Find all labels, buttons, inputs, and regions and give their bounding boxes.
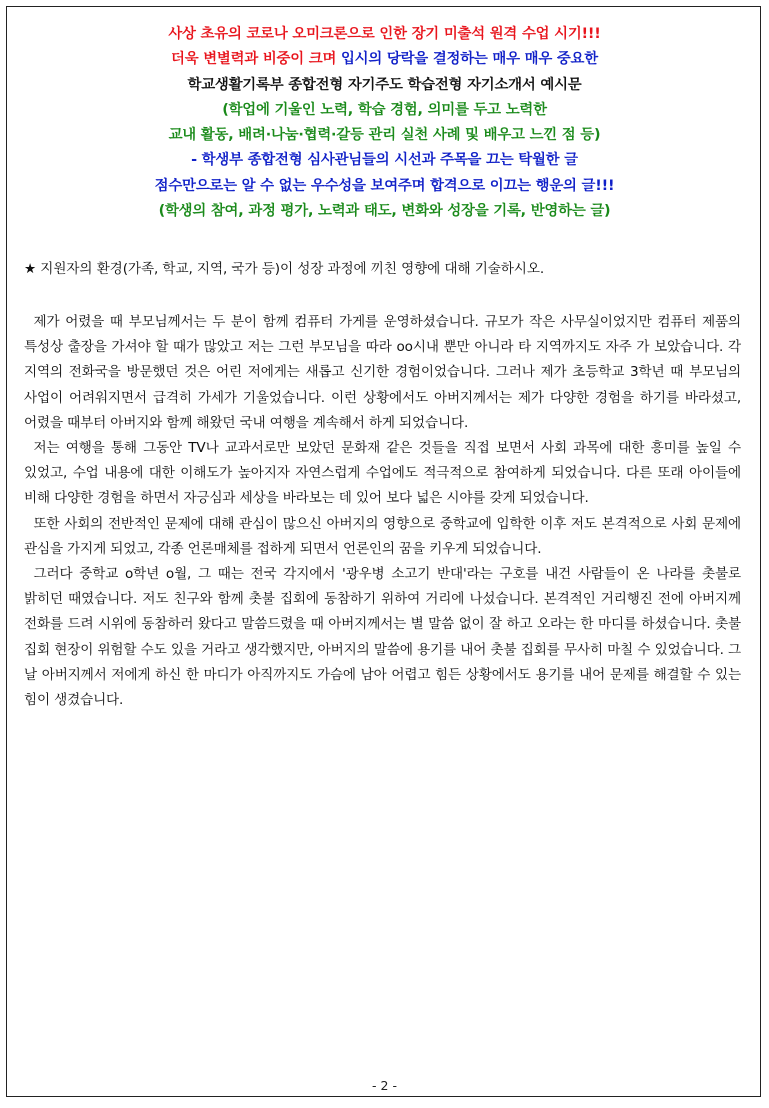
header-line-2 bbox=[0, 47, 769, 72]
essay-paragraph-4: 그러다 중학교 o학년 o월, 그 때는 전국 각지에서 '광우병 소고기 반대'라는 구호를 내건 사람들이 온 나라를 촛불로 밝히던 때였습니다. 저도 친구와 함께 촛불 집회에 동참하기 위하여 거리에 나섰습니다. 본격적인 거리행진 전에 아버지께 전화를 드려 시위에 동참하러 왔다고 말씀드렸을 때 아버지께서는 별 말씀 없이 잘 하고 오라는 한 마디를 하셨습니다. 촛불 집회 현장이 위험할 수도 있을 거라고 생각했지만, 아버지의 말씀에 용기를 내어 촛불 집회를 무사히 마칠 수 있었습니다. 그 날 아버지께서 저에게 하신 한 마디가 아직까지도 가슴에 남아 어렵고 힘든 상황에서도 용기를 내어 문제를 해결할 수 있는 힘이 생겼습니다. bbox=[24, 566, 741, 709]
header-line-3: 학교생활기록부 종합전형 자기주도 학습전형 자기소개서 예시문 bbox=[187, 76, 582, 93]
essay-question: ★ 지원자의 환경(가족, 학교, 지역, 국가 등)이 성장 과정에 끼친 영향에 대해 기술하시오. bbox=[24, 261, 545, 277]
essay-paragraph-2: 저는 여행을 통해 그동안 TV나 교과서로만 보았던 문화재 같은 것들을 직접 보면서 사회 과목에 대한 흥미를 높일 수 있었고, 수업 내용에 대한 이해도가 높아지자 자연스럽게 수업에도 적극적으로 참여하게 되었습니다. 다른 또래 아이들에 비해 다양한 경험을 하면서 자긍심과 세상을 바라보는 데 있어 보다 넓은 시야를 갖게 되었습니다. bbox=[24, 440, 741, 507]
header-line-8: (학생의 참여, 과정 평가, 노력과 태도, 변화와 성장을 기록, 반영하는 글) bbox=[158, 203, 611, 220]
header-line-6: - 학생부 종합전형 심사관님들의 시선과 주목을 끄는 탁월한 글 bbox=[191, 152, 578, 169]
essay-body bbox=[24, 310, 741, 713]
document-header bbox=[0, 22, 769, 224]
header-line-2-blue: 입시의 당락을 결정하는 매우 매우 중요한 bbox=[340, 51, 598, 68]
header-line-4: (학업에 기울인 노력, 학습 경험, 의미를 두고 노력한 bbox=[222, 101, 547, 118]
header-line-5: 교내 활동, 배려·나눔·협력·갈등 관리 실천 사례 및 배우고 느낀 점 등) bbox=[168, 127, 601, 144]
essay-paragraph-1: 제가 어렸을 때 부모님께서는 두 분이 함께 컴퓨터 가게를 운영하셨습니다. 규모가 작은 사무실이었지만 컴퓨터 제품의 특성상 출장을 가셔야 할 때가 많았고 저는 그런 부모님을 따라 oo시내 뿐만 아니라 타 지역까지도 자주 가 보았습니다. 각 지역의 전화국을 방문했던 것은 어린 저에게는 새롭고 신기한 경험이었습니다. 그러나 제가 초등학교 3학년 때 부모님의 사업이 어려워지면서 급격히 가세가 기울었습니다. 이런 상황에서도 아버지께서는 제가 다양한 경험을 하기를 바라셨고, 어렸을 때부터 아버지와 함께 해왔던 국내 여행을 계속해서 하게 되었습니다. bbox=[24, 314, 741, 431]
header-line-7: 점수만으로는 알 수 없는 우수성을 보여주며 합격으로 이끄는 행운의 글!!! bbox=[154, 177, 615, 194]
essay-paragraph-3: 또한 사회의 전반적인 문제에 대해 관심이 많으신 아버지의 영향으로 중학교에 입학한 이후 저도 본격적으로 사회 문제에 관심을 가지게 되었고, 각종 언론매체를 접하게 되면서 언론인의 꿈을 키우게 되었습니다. bbox=[24, 515, 741, 557]
page-number: - 2 - bbox=[372, 1078, 397, 1093]
header-line-2-red: 더욱 변별력과 비중이 크며 bbox=[171, 51, 341, 68]
header-line-1: 사상 초유의 코로나 오미크론으로 인한 장기 미출석 원격 수업 시기!!! bbox=[168, 26, 601, 42]
